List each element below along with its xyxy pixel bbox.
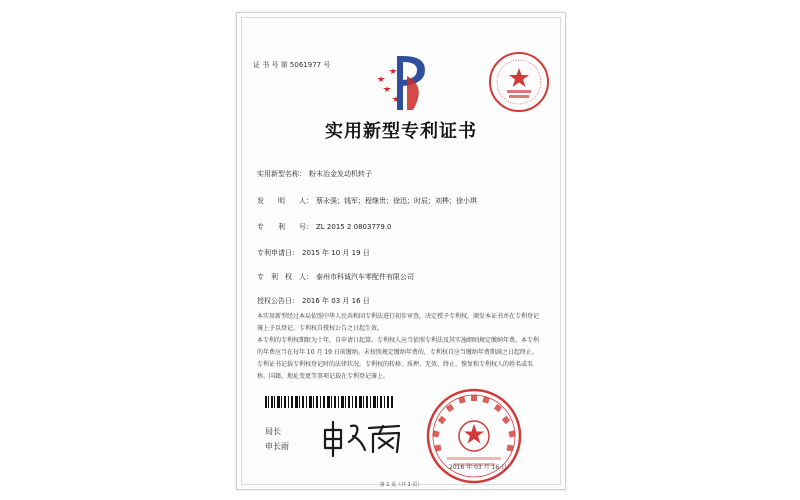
field-value: 泰州市科诚汽车零配件有限公司 <box>316 273 414 281</box>
barcode-icon <box>265 396 393 408</box>
field-label: 专 利 号： <box>257 223 313 231</box>
patent-seal-icon <box>487 50 551 114</box>
field-value: 粉末冶金发动机转子 <box>309 170 372 178</box>
field-value: 2015 年 10 月 19 日 <box>302 249 370 257</box>
field-label: 专利申请日： <box>257 249 299 257</box>
field-grant-date <box>257 296 370 306</box>
field-inventors <box>257 196 477 206</box>
certificate-number <box>253 60 330 70</box>
field-value: ZL 2015 2 0803779.0 <box>316 223 392 231</box>
seal-date: 2016 年 03 月 16 日 <box>449 464 508 471</box>
field-value: 蔡永强；钱军；程继贵；徐迅；时辰；刘桦；徐小琪 <box>316 197 477 205</box>
field-patentee <box>257 272 414 282</box>
page-number: 第 1 页（共 1 页） <box>379 482 423 488</box>
certificate-number-label: 证 书 号 第 <box>253 61 288 69</box>
field-filing-date <box>257 248 370 258</box>
body-paragraph-1: 本实用新型经过本局依照中华人民共和国专利法进行初步审查，决定授予专利权，颁发本证书并在专利登记簿上予以登记。专利权自授权公告之日起生效。 <box>257 313 540 332</box>
body-paragraph-2: 本专利的专利权期限为十年，自申请日起算。专利权人应当依照专利法及其实施细则规定缴纳年费。本专利的年费应当在每年 10 月 19 日前缴纳。未按照规定缴纳年费的，专利权自应当缴纳年费期满之日起终止。 <box>257 337 540 356</box>
certificate-number-value: 5061977 <box>289 61 322 69</box>
director-name: 申长雨 <box>265 442 289 451</box>
field-label: 发 明 人： <box>257 197 313 205</box>
body-paragraph-3: 专利证书记载专利权登记时的法律状况。专利权的转移、质押、无效、终止、恢复和专利权人的姓名或名称、国籍、地址变更等事项记载在专利登记簿上。 <box>257 361 534 380</box>
patent-office-logo-icon <box>367 46 435 114</box>
director-signature <box>319 418 405 458</box>
director-title: 局长 <box>265 427 281 436</box>
certificate-sheet <box>236 12 566 490</box>
field-label: 授权公告日： <box>257 297 299 305</box>
field-utility-model-name <box>257 169 372 179</box>
field-patent-number <box>257 222 392 232</box>
field-label: 实用新型名称： <box>257 170 306 178</box>
field-label: 专 利 权 人： <box>257 273 313 281</box>
certificate-number-suffix: 号 <box>323 61 331 69</box>
certificate-title: 实用新型专利证书 <box>325 121 477 142</box>
field-value: 2016 年 03 月 16 日 <box>302 297 370 305</box>
